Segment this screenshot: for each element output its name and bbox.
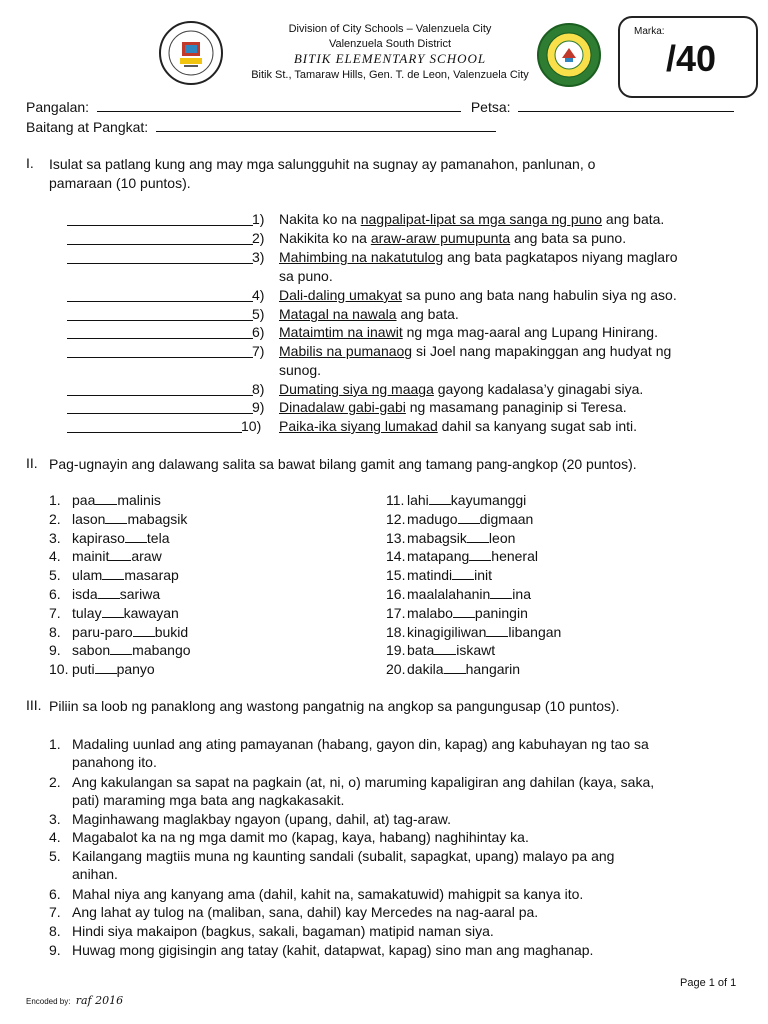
pair-word-b: paningin — [474, 604, 528, 621]
sentence-text: dahil sa kanyang sugat sab inti. — [437, 418, 637, 434]
pair-word-b: heneral — [491, 548, 538, 565]
linker-blank[interactable] — [429, 491, 451, 505]
score-total: /40 — [666, 38, 717, 79]
sentence-continuation: sa puno. — [279, 268, 333, 284]
school-seal-logo — [536, 22, 602, 88]
linker-blank[interactable] — [110, 641, 132, 655]
pair-number: 20. — [386, 661, 406, 678]
linker-blank[interactable] — [125, 529, 147, 543]
pair-word-a: sabon — [72, 642, 111, 659]
underlined-clause: Paika-ika siyang lumakad — [279, 418, 438, 434]
pair-number: 7. — [49, 604, 61, 621]
section-1-instruction-cont: pamaraan (10 puntos). — [49, 175, 191, 191]
sentence-text: sa puno ang bata nang habulin siya ng aso. — [401, 287, 677, 303]
pair-word-a: dakila — [407, 661, 444, 678]
underlined-clause: nagpalipat-lipat sa mga sanga ng puno — [360, 211, 603, 227]
pair-number: 19. — [386, 642, 406, 659]
answer-blank[interactable] — [67, 250, 253, 264]
pair-number: 10. — [49, 661, 69, 678]
sentence — [279, 323, 658, 341]
sentence-text: gayong kadalasa’y ginagabi siya. — [433, 381, 644, 397]
pair-item — [49, 491, 161, 509]
pair-word-a: paru-paro — [72, 623, 133, 640]
pair-number: 16. — [386, 586, 406, 602]
pair-number: 5. — [49, 567, 61, 584]
date-label: Petsa: — [470, 99, 511, 115]
linker-blank[interactable] — [469, 547, 491, 561]
grade-label: Baitang at Pangkat: — [26, 119, 149, 135]
item-number: 10) — [241, 418, 262, 434]
encoded-signature: raf 2016 — [75, 994, 124, 1007]
pair-word-a: mabagsik — [407, 529, 467, 546]
pair-word-b: kawayan — [123, 604, 179, 621]
pair-word-b: tela — [146, 529, 170, 546]
pair-word-b: sariwa — [119, 586, 161, 602]
answer-blank[interactable] — [67, 307, 253, 321]
linker-blank[interactable] — [486, 623, 508, 637]
school-address: Bitik St., Tamaraw Hills, Gen. T. de Leon, Valenzuela City — [251, 69, 529, 81]
question-text: Kailangang magtiis muna ng kaunting sandali (subalit, sapagkat, upang) malayo pa ang — [72, 848, 615, 864]
pair-word-a: kapiraso — [72, 529, 125, 546]
item-number: 6) — [252, 324, 265, 340]
pair-word-a: isda — [72, 586, 98, 602]
pair-item — [386, 491, 526, 509]
answer-blank[interactable] — [67, 344, 253, 358]
sentence-text: si Joel nang mapakinggan ang hudyat ng — [412, 343, 672, 359]
sentence — [279, 248, 678, 266]
pair-item — [386, 510, 533, 528]
sentence — [279, 398, 627, 416]
name-label: Pangalan: — [26, 99, 90, 115]
pair-number: 14. — [386, 548, 406, 565]
linker-blank[interactable] — [458, 510, 480, 524]
pair-word-b: kayumanggi — [450, 492, 527, 508]
pair-item — [386, 660, 520, 678]
linker-blank[interactable] — [453, 604, 475, 618]
pair-item — [49, 566, 179, 584]
pair-word-b: iskawt — [456, 642, 496, 659]
pair-item — [49, 529, 170, 547]
sentence — [279, 380, 643, 398]
question-text: Ang lahat ay tulog na (maliban, sana, dahil) kay Mercedes na nag-aaral pa. — [72, 904, 539, 920]
pair-word-b: leon — [488, 529, 516, 546]
score-box — [618, 16, 758, 98]
pair-item — [386, 566, 492, 584]
pair-word-b: mabango — [132, 642, 191, 659]
pair-number: 9. — [49, 642, 61, 659]
question-text: Madaling uunlad ang ating pamayanan (habang, gayon din, kapag) ang kabuhayan ng tao sa — [72, 736, 649, 752]
question-number: 3. — [49, 811, 61, 827]
item-number: 1) — [252, 211, 265, 227]
section-2-instruction: Pag-ugnayin ang dalawang salita sa bawat bilang gamit ang tamang pang-angkop (20 puntos). — [49, 456, 637, 472]
pair-word-a: lahi — [407, 492, 429, 508]
name-input[interactable] — [97, 98, 461, 112]
pair-word-b: mabagsik — [127, 510, 188, 527]
answer-blank[interactable] — [67, 382, 253, 396]
grade-input[interactable] — [156, 118, 496, 132]
underlined-clause: araw-araw pumupunta — [370, 230, 511, 246]
pair-word-b: libangan — [508, 623, 562, 640]
sentence-text: Nakita ko na — [279, 211, 361, 227]
linker-blank[interactable] — [434, 641, 456, 655]
date-input[interactable] — [518, 98, 734, 112]
pair-word-b: malinis — [117, 492, 161, 508]
pair-word-a: matindi — [407, 567, 453, 584]
pair-item — [386, 547, 538, 565]
sentence-text: ang bata sa puno. — [510, 230, 627, 246]
pair-number: 15. — [386, 567, 406, 584]
pair-number: 17. — [386, 604, 406, 621]
pair-item — [386, 641, 495, 659]
section-1-instruction: Isulat sa patlang kung ang may mga salungguhit na sugnay ay pamanahon, panlunan, o — [49, 156, 596, 172]
pair-number: 12. — [386, 510, 406, 527]
pair-word-a: maalalahanin — [407, 586, 491, 602]
sentence — [279, 210, 664, 228]
question-text: Hindi siya makaipon (bagkus, sakali, bagaman) matipid naman siya. — [72, 923, 494, 939]
pair-word-a: mainit — [72, 548, 110, 565]
sentence — [279, 305, 459, 323]
item-number: 9) — [252, 399, 265, 415]
item-number: 2) — [252, 230, 265, 246]
linker-blank[interactable] — [467, 529, 489, 543]
question-text: Huwag mong gigisingin ang tatay (kahit, datapwat, kapag) sino man ang maghanap. — [72, 942, 594, 958]
question-number: 1. — [49, 736, 61, 752]
pair-item — [49, 585, 160, 603]
pair-number: 8. — [49, 623, 61, 640]
pair-word-a: kinagigiliwan — [407, 623, 487, 640]
underlined-clause: Dali-daling umakyat — [279, 287, 402, 303]
linker-blank[interactable] — [109, 547, 131, 561]
pair-item — [49, 547, 162, 565]
item-number: 3) — [252, 249, 265, 265]
linker-blank[interactable] — [95, 660, 117, 674]
answer-blank[interactable] — [67, 212, 253, 226]
linker-blank[interactable] — [444, 660, 466, 674]
sentence-continuation: sunog. — [279, 362, 322, 378]
linker-blank[interactable] — [95, 491, 117, 505]
item-number: 7) — [252, 343, 265, 359]
underlined-clause: Dinadalaw gabi-gabi — [279, 399, 406, 415]
sentence — [279, 229, 626, 247]
pair-item — [49, 660, 155, 678]
pair-word-a: puti — [72, 661, 95, 678]
linker-blank[interactable] — [98, 585, 120, 599]
pair-word-b: bukid — [154, 623, 189, 640]
question-number: 6. — [49, 886, 61, 902]
answer-blank[interactable] — [67, 419, 242, 433]
linker-blank[interactable] — [102, 566, 124, 580]
pair-word-a: bata — [407, 642, 435, 659]
encoded-by — [26, 994, 123, 1007]
sentence-text: ng mga mag-aaral ang Lupang Hinirang. — [402, 324, 658, 340]
pair-word-b: init — [474, 567, 493, 584]
item-number: 4) — [252, 287, 265, 303]
pair-number: 1. — [49, 492, 61, 508]
division-name: Division of City Schools – Valenzuela City — [288, 23, 492, 35]
school-name: BITIK ELEMENTARY SCHOOL — [293, 51, 487, 66]
answer-blank[interactable] — [67, 288, 253, 302]
question-text-cont: panahong ito. — [72, 754, 157, 770]
underlined-clause: Mahimbing na nakatutulog — [279, 249, 444, 265]
item-number: 8) — [252, 381, 265, 397]
name-field-row — [26, 98, 734, 116]
section-1-number: I. — [26, 155, 34, 171]
answer-blank[interactable] — [67, 325, 253, 339]
sentence — [279, 286, 677, 304]
pair-item — [49, 604, 179, 622]
question-number: 7. — [49, 904, 61, 920]
pair-word-a: ulam — [72, 567, 103, 584]
question-text: Maginhawang maglakbay ngayon (upang, dahil, at) tag-araw. — [72, 811, 452, 827]
linker-blank[interactable] — [452, 566, 474, 580]
item-number: 5) — [252, 306, 265, 322]
pair-word-b: digmaan — [479, 510, 534, 527]
linker-blank[interactable] — [490, 585, 512, 599]
pair-word-a: malabo — [407, 604, 453, 621]
question-text: Magabalot ka na ng mga damit mo (kapag, kaya, habang) naghihintay ka. — [72, 829, 529, 845]
question-number: 5. — [49, 848, 61, 864]
answer-blank[interactable] — [67, 231, 253, 245]
question-number: 9. — [49, 942, 61, 958]
question-text-cont: anihan. — [72, 866, 118, 882]
sentence-text: Nakikita ko na — [279, 230, 371, 246]
question-number: 2. — [49, 774, 61, 790]
sentence — [279, 417, 637, 435]
pair-word-b: masarap — [124, 567, 179, 584]
pair-word-b: araw — [131, 548, 162, 565]
pair-number: 13. — [386, 529, 406, 546]
linker-blank[interactable] — [102, 604, 124, 618]
pair-number: 11. — [386, 492, 405, 508]
sentence — [279, 342, 671, 360]
pair-number: 2. — [49, 510, 61, 527]
pair-item — [49, 641, 191, 659]
pair-item — [386, 585, 531, 603]
question-text: Ang kakulangan sa sapat na pagkain (at, ni, o) maruming kapaligiran ang dahilan (kaya, saka, — [72, 774, 655, 790]
answer-blank[interactable] — [67, 400, 253, 414]
question-number: 4. — [49, 829, 61, 845]
linker-blank[interactable] — [105, 510, 127, 524]
pair-item — [386, 529, 515, 547]
pair-word-b: hangarin — [465, 661, 521, 678]
pair-item — [49, 623, 188, 641]
pair-item — [49, 510, 187, 528]
pair-word-a: madugo — [407, 510, 458, 527]
sentence-text: ang bata. — [602, 211, 665, 227]
question-number: 8. — [49, 923, 61, 939]
question-text: Mahal niya ang kanyang ama (dahil, kahit na, samakatuwid) mahigpit sa kanya ito. — [72, 886, 584, 902]
pair-number: 3. — [49, 529, 61, 546]
linker-blank[interactable] — [133, 623, 155, 637]
pair-item — [386, 604, 528, 622]
section-3-instruction: Piliin sa loob ng panaklong ang wastong pangatnig na angkop sa pangungusap (10 puntos). — [49, 698, 620, 714]
sentence-text: ang bata pagkatapos niyang maglaro — [443, 249, 678, 265]
underlined-clause: Matagal na nawala — [279, 306, 397, 322]
page-number: Page 1 of 1 — [680, 977, 737, 989]
section-2-number: II. — [26, 455, 38, 471]
sentence-text: ng masamang panaginip si Teresa. — [405, 399, 627, 415]
underlined-clause: Mabilis na pumanaog — [279, 343, 413, 359]
pair-number: 6. — [49, 586, 61, 602]
pair-word-a: matapang — [407, 548, 470, 565]
encoded-label: Encoded by: — [26, 997, 71, 1006]
pair-number: 18. — [386, 623, 406, 640]
district-name: Valenzuela South District — [328, 38, 452, 50]
sentence-text: ang bata. — [396, 306, 459, 322]
pair-word-a: lason — [72, 510, 106, 527]
question-text-cont: pati) maraming mga bata ang nagkakasakit. — [72, 792, 345, 808]
pair-word-a: tulay — [72, 604, 102, 621]
section-3-number: III. — [26, 697, 42, 713]
pair-word-b: panyo — [116, 661, 155, 678]
underlined-clause: Dumating siya ng maaga — [279, 381, 434, 397]
pair-number: 4. — [49, 548, 61, 565]
grade-field-row — [26, 118, 496, 136]
pair-item — [386, 623, 561, 641]
pair-word-a: paa — [72, 492, 96, 508]
score-label: Marka: — [634, 26, 665, 37]
pair-word-b: ina — [512, 586, 531, 602]
underlined-clause: Mataimtim na inawit — [279, 324, 403, 340]
